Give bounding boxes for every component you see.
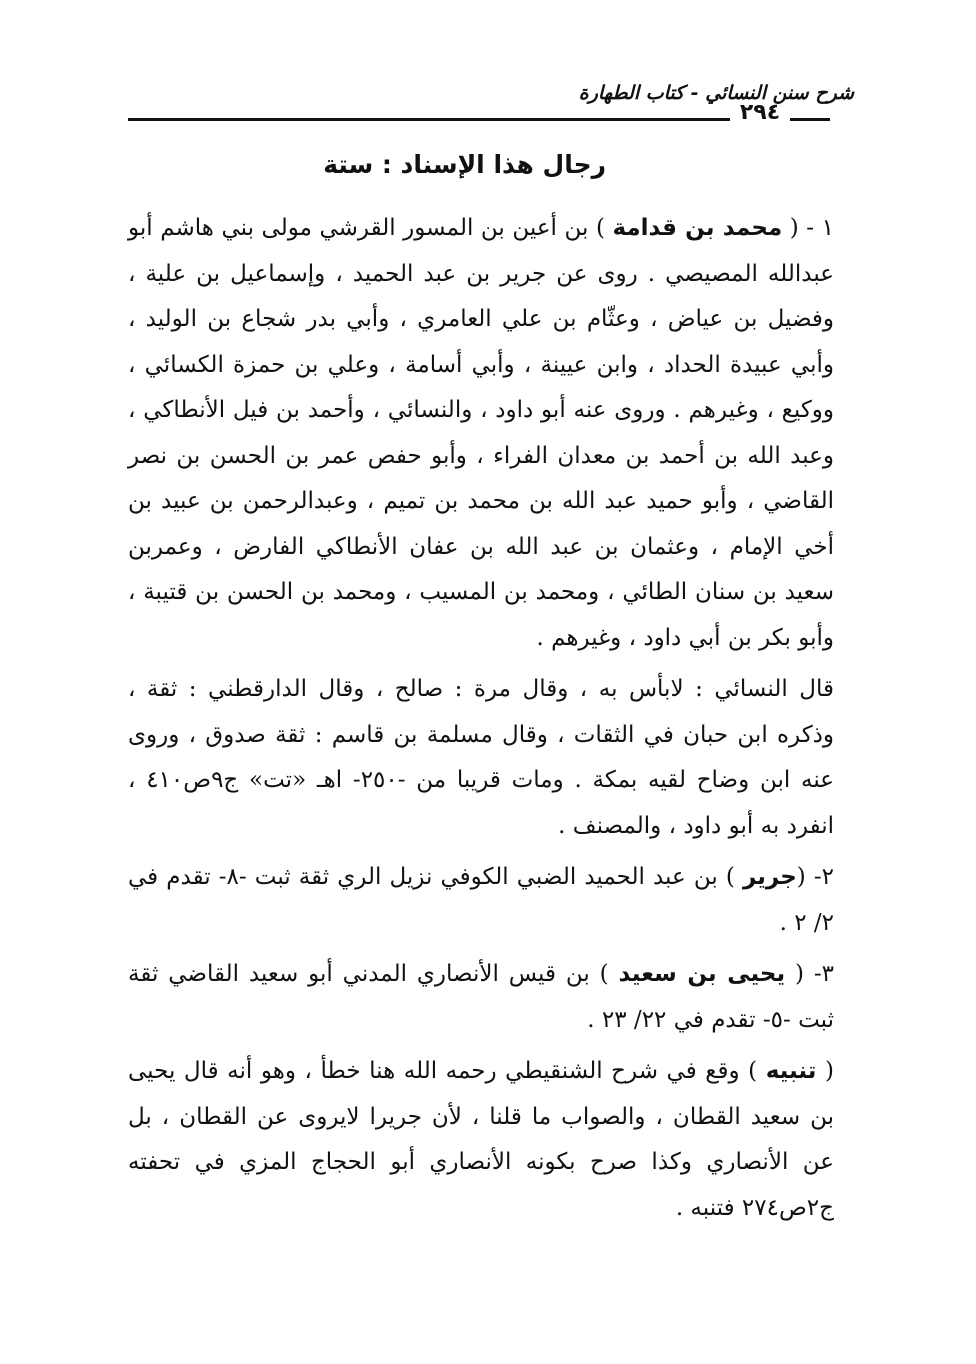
paragraph-text: ) بن أعين بن المسور القرشي مولى بني هاشم أبو عبدالله المصيصي . روى عن جرير بن عبد الحميد ، وإسماعيل بن علية ، وفضيل بن عياض ، وعثّام بن علي العامري ، وأبي بدر شجاع بن الوليد ، وأبي عبيدة الحداد ، وابن عيينة ، وأبي أسامة ، وعلي بن حمزة الكسائي ، ووكيع ، وغيرهم . وروى عنه أبو داود ، والنسائي ، وأحمد بن فيل الأنطاكي ، وعبد الله بن أحمد بن معدان الفراء ، وأبو حفص عمر بن الحسن بن نصر القاضي ، وأبو حميد عبد الله بن محمد بن تميم ، وعبدالرحمن بن عبيد بن أخي الإمام ، وعثمان بن عبد الله بن عفان الأنطاكي الفارض ، وعمربن سعيد بن سنان الطائي ، ومحمد بن المسيب ، ومحمد بن الحسن بن قتيبة ، وأبو بكر بن أبي داود ، وغيرهم . — [128, 215, 834, 651]
narrator-name: يحيى بن سعيد — [618, 961, 786, 987]
page-number-dash — [790, 118, 830, 121]
paragraph-text: قال النسائي : لابأس به ، وقال مرة : صالح ، وقال الدارقطني : ثقة ، وذكره ابن حبان في الثقات ، وقال مسلمة بن قاسم : ثقة صدوق ، وروى عنه ابن وضاح لقيه بمكة . ومات قريبا من -٢٥٠- اهـ «تت» ج٩ص٤١٠ ، انفرد به أبو داود ، والمصنف . — [128, 676, 834, 839]
paragraph-prefix: ١ - ( — [782, 215, 834, 241]
running-title: شرح سنن النسائي - كتاب الطهارة — [578, 82, 854, 104]
paragraph-note — [128, 1049, 834, 1231]
header-rule — [128, 118, 730, 121]
paragraph-prefix: ( — [816, 1058, 834, 1084]
page-number: ٢٩٤ — [739, 100, 781, 125]
paragraph-text: ) بن قيس الأنصاري المدني أبو سعيد القاضي ثقة ثبت -٥- تقدم في ٢٢/ ٢٣ . — [128, 961, 834, 1033]
narrator-name: محمد بن قدامة — [612, 215, 783, 241]
paragraph-prefix: ٣- ( — [785, 961, 834, 987]
paragraph-text: ) وقع في شرح الشنقيطي رحمه الله هنا خطأ ، وهو أنه قال يحيى بن سعيد القطان ، والصواب ما قلنا ، لأن جريرا لايروى عن القطان ، بل عن الأنصاري وكذا صرح بكونه الأنصاري أبو الحجاج المزي في تحفته ج٢ص٢٧٤ فتنبه . — [128, 1058, 834, 1221]
narrator-name: جرير — [742, 864, 797, 890]
paragraph-narrator-1 — [128, 206, 834, 661]
paragraph-grading — [128, 667, 834, 849]
paragraph-text: ) بن عبد الحميد الضبي الكوفي نزيل الري ثقة ثبت -٨- تقدم في ٢/ ٢ . — [128, 864, 834, 936]
paragraph-narrator-3 — [128, 952, 834, 1043]
paragraph-prefix: ٢- ( — [796, 864, 834, 890]
section-heading: رجال هذا الإسناد : ستة — [323, 150, 606, 179]
body-text — [128, 206, 834, 1237]
note-label: تنبيه — [765, 1058, 817, 1084]
paragraph-narrator-2 — [128, 855, 834, 946]
